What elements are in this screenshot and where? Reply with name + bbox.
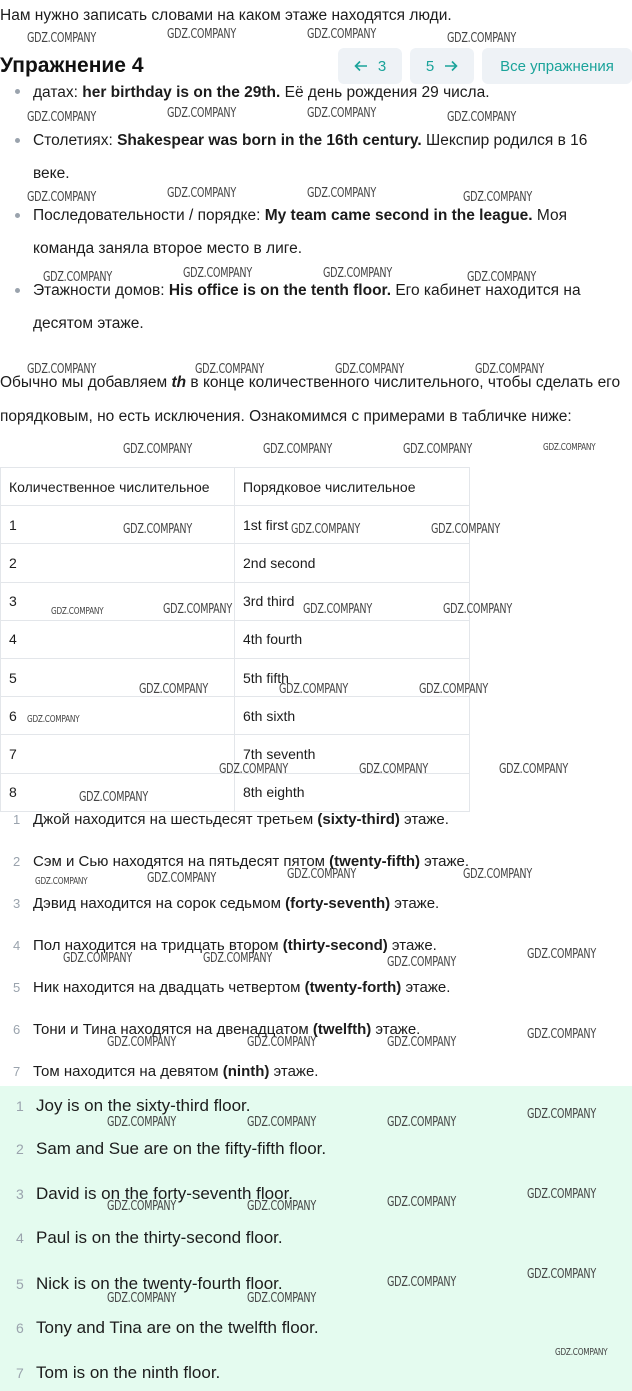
watermark: GDZ.COMPANY <box>51 606 104 617</box>
answer-item <box>0 1129 632 1169</box>
watermark: GDZ.COMPANY <box>167 186 236 201</box>
watermark: GDZ.COMPANY <box>247 1291 316 1306</box>
watermark: GDZ.COMPANY <box>527 1187 596 1202</box>
watermark: GDZ.COMPANY <box>139 682 208 697</box>
watermark: GDZ.COMPANY <box>219 762 288 777</box>
list-item: 4 Пол находится на тридцать втором (thirty-second) этаже. <box>0 926 632 966</box>
watermark: GDZ.COMPANY <box>527 1027 596 1042</box>
table-row <box>1 620 470 658</box>
suffix-th: th <box>171 374 187 391</box>
watermark: GDZ.COMPANY <box>79 790 148 805</box>
table-row <box>1 506 470 544</box>
watermark: GDZ.COMPANY <box>387 1035 456 1050</box>
answer-item <box>0 1353 632 1391</box>
usage-translation: Её день рождения 29 числа. <box>280 84 490 101</box>
watermark: GDZ.COMPANY <box>463 867 532 882</box>
watermark: GDZ.COMPANY <box>555 1347 608 1358</box>
arrow-left-icon <box>354 59 368 73</box>
answer-number: 2 <box>16 1141 24 1157</box>
watermark: GDZ.COMPANY <box>387 1115 456 1130</box>
usage-example: My team came second in the league. <box>264 207 533 224</box>
table-row <box>1 544 470 582</box>
item-number: 2 <box>13 854 21 869</box>
watermark: GDZ.COMPANY <box>307 186 376 201</box>
answer-number: 7 <box>16 1365 24 1381</box>
prev-exercise-button[interactable] <box>338 48 402 84</box>
watermark: GDZ.COMPANY <box>27 31 96 46</box>
numerals-table <box>0 467 470 812</box>
cardinal-cell: 2 <box>1 544 235 582</box>
watermark: GDZ.COMPANY <box>499 762 568 777</box>
ordinal-cell: 2nd second <box>235 544 470 582</box>
cardinal-cell: 3 <box>1 582 235 620</box>
column-header-ordinal: Порядковое числительное <box>235 468 470 506</box>
list-item: 3 Дэвид находится на сорок седьмом (forty-seventh) этаже. <box>0 884 632 924</box>
watermark: GDZ.COMPANY <box>335 362 404 377</box>
watermark: GDZ.COMPANY <box>419 682 488 697</box>
answer-number: 1 <box>16 1098 24 1114</box>
answer-text: Tony and Tina are on the twelfth floor. <box>36 1318 319 1337</box>
cardinal-cell: 7 <box>1 735 235 773</box>
watermark: GDZ.COMPANY <box>195 362 264 377</box>
watermark: GDZ.COMPANY <box>387 955 456 970</box>
answer-item <box>0 1308 632 1348</box>
answers-block <box>0 1086 632 1391</box>
watermark: GDZ.COMPANY <box>27 110 96 125</box>
item-number: 7 <box>13 1064 21 1079</box>
watermark: GDZ.COMPANY <box>527 1107 596 1122</box>
answer-text: Nick is on the twenty-fourth floor. <box>36 1274 283 1293</box>
item-number: 6 <box>13 1022 21 1037</box>
watermark: GDZ.COMPANY <box>247 1035 316 1050</box>
watermark: GDZ.COMPANY <box>279 682 348 697</box>
answer-text: Paul is on the thirty-second floor. <box>36 1228 283 1247</box>
table-row <box>1 658 470 696</box>
watermark: GDZ.COMPANY <box>263 442 332 457</box>
item-number: 4 <box>13 938 21 953</box>
list-item: 7 Том находится на девятом (ninth) этаже. <box>0 1052 632 1092</box>
answer-number: 3 <box>16 1186 24 1202</box>
usage-translation: Шекспир родился в 16 веке. <box>33 132 588 182</box>
watermark: GDZ.COMPANY <box>167 27 236 42</box>
usage-label: Этажности домов: <box>33 282 169 299</box>
watermark: GDZ.COMPANY <box>323 266 392 281</box>
watermark: GDZ.COMPANY <box>463 190 532 205</box>
answer-number: 6 <box>16 1320 24 1336</box>
watermark: GDZ.COMPANY <box>107 1291 176 1306</box>
watermark: GDZ.COMPANY <box>123 442 192 457</box>
watermark: GDZ.COMPANY <box>27 362 96 377</box>
column-header-cardinal: Количественное числительное <box>1 468 235 506</box>
watermark: GDZ.COMPANY <box>303 602 372 617</box>
bullet-dot <box>15 138 20 143</box>
list-item: 1 Джой находится на шестьдесят третьем (sixty-third) этаже. <box>0 800 632 840</box>
watermark: GDZ.COMPANY <box>63 951 132 966</box>
exercise-title: Упражнение 4 <box>0 54 144 77</box>
watermark: GDZ.COMPANY <box>43 270 112 285</box>
watermark: GDZ.COMPANY <box>183 266 252 281</box>
watermark: GDZ.COMPANY <box>107 1035 176 1050</box>
bullet-dot <box>15 288 20 293</box>
arrow-right-icon <box>444 59 458 73</box>
item-number: 1 <box>13 812 21 827</box>
watermark: GDZ.COMPANY <box>359 762 428 777</box>
watermark: GDZ.COMPANY <box>447 31 516 46</box>
watermark: GDZ.COMPANY <box>527 947 596 962</box>
watermark: GDZ.COMPANY <box>147 871 216 886</box>
explanation-end: в конце количественного числительного, чтобы сделать его порядковым, но есть исключения. Ознакомимся с примерами в табличке ниже: <box>0 374 621 425</box>
watermark: GDZ.COMPANY <box>27 714 80 725</box>
watermark: GDZ.COMPANY <box>203 951 272 966</box>
usage-translation: Его кабинет находится на десятом этаже. <box>33 282 581 332</box>
ordinal-cell: 3rd third <box>235 582 470 620</box>
usage-example: Shakespear was born in the 16th century. <box>117 132 422 149</box>
watermark: GDZ.COMPANY <box>431 522 500 537</box>
usage-label: Последовательности / порядке: <box>33 207 265 224</box>
watermark: GDZ.COMPANY <box>527 1267 596 1282</box>
answer-text: Tom is on the ninth floor. <box>36 1363 221 1382</box>
watermark: GDZ.COMPANY <box>307 27 376 42</box>
cardinal-cell: 1 <box>1 506 235 544</box>
watermark: GDZ.COMPANY <box>443 602 512 617</box>
ordinal-cell: 7th seventh <box>235 735 470 773</box>
watermark: GDZ.COMPANY <box>307 106 376 121</box>
watermark: GDZ.COMPANY <box>123 522 192 537</box>
watermark: GDZ.COMPANY <box>247 1199 316 1214</box>
watermark: GDZ.COMPANY <box>27 190 96 205</box>
item-number: 3 <box>13 896 21 911</box>
watermark: GDZ.COMPANY <box>387 1275 456 1290</box>
answer-text: David is on the forty-seventh floor. <box>36 1184 294 1203</box>
watermark: GDZ.COMPANY <box>35 876 88 887</box>
watermark: GDZ.COMPANY <box>287 867 356 882</box>
bullet-dot <box>15 89 20 94</box>
watermark: GDZ.COMPANY <box>107 1115 176 1130</box>
item-number: 5 <box>13 980 21 995</box>
list-item: 6 Тони и Тина находятся на двенадцатом (twelfth) этаже. <box>0 1010 632 1050</box>
table-header-row <box>1 468 470 506</box>
ordinal-cell: 8th eighth <box>235 773 470 811</box>
cardinal-cell: 6 <box>1 697 235 735</box>
intro-text: Нам нужно записать словами на каком этаже находятся люди. <box>0 7 452 24</box>
all-exercises-button[interactable] <box>482 48 632 84</box>
watermark: GDZ.COMPANY <box>475 362 544 377</box>
usage-label: Столетиях: <box>33 132 118 149</box>
next-exercise-button[interactable] <box>410 48 474 84</box>
watermark: GDZ.COMPANY <box>291 522 360 537</box>
watermark: GDZ.COMPANY <box>247 1115 316 1130</box>
cardinal-cell: 8 <box>1 773 235 811</box>
list-item: 2 Сэм и Сью находятся на пятьдесят пятом (twenty-fifth) этаже. <box>0 842 632 882</box>
watermark: GDZ.COMPANY <box>403 442 472 457</box>
ordinal-cell: 5th fifth <box>235 658 470 696</box>
answer-text: Sam and Sue are on the fifty-fifth floor. <box>36 1139 327 1158</box>
ordinal-cell: 1st first <box>235 506 470 544</box>
bullet-dot <box>15 213 20 218</box>
watermark: GDZ.COMPANY <box>107 1199 176 1214</box>
all-exercises-label: Все упражнения <box>500 57 614 75</box>
watermark: GDZ.COMPANY <box>387 1195 456 1210</box>
list-item: 5 Ник находится на двадцать четвертом (twenty-forth) этаже. <box>0 968 632 1008</box>
usage-item-dates <box>0 81 632 103</box>
explanation-start: Обычно мы добавляем <box>0 374 172 391</box>
usage-translation: Моя команда заняла второе место в лиге. <box>33 207 567 257</box>
prev-exercise-label: 3 <box>377 57 387 75</box>
watermark: GDZ.COMPANY <box>163 602 232 617</box>
next-exercise-label: 5 <box>425 57 435 75</box>
answer-text: Joy is on the sixty-third floor. <box>36 1096 251 1115</box>
cardinal-cell: 4 <box>1 620 235 658</box>
answer-number: 5 <box>16 1276 24 1292</box>
watermark: GDZ.COMPANY <box>167 106 236 121</box>
usage-example: her birthday is on the 29th. <box>82 84 281 101</box>
answer-item <box>0 1218 632 1258</box>
watermark: GDZ.COMPANY <box>447 110 516 125</box>
ordinal-cell: 6th sixth <box>235 697 470 735</box>
usage-example: His office is on the tenth floor. <box>168 282 392 299</box>
ordinal-cell: 4th fourth <box>235 620 470 658</box>
cardinal-cell: 5 <box>1 658 235 696</box>
watermark: GDZ.COMPANY <box>543 442 596 453</box>
watermark: GDZ.COMPANY <box>467 270 536 285</box>
usage-label: датах: <box>33 84 83 101</box>
answer-number: 4 <box>16 1230 24 1246</box>
